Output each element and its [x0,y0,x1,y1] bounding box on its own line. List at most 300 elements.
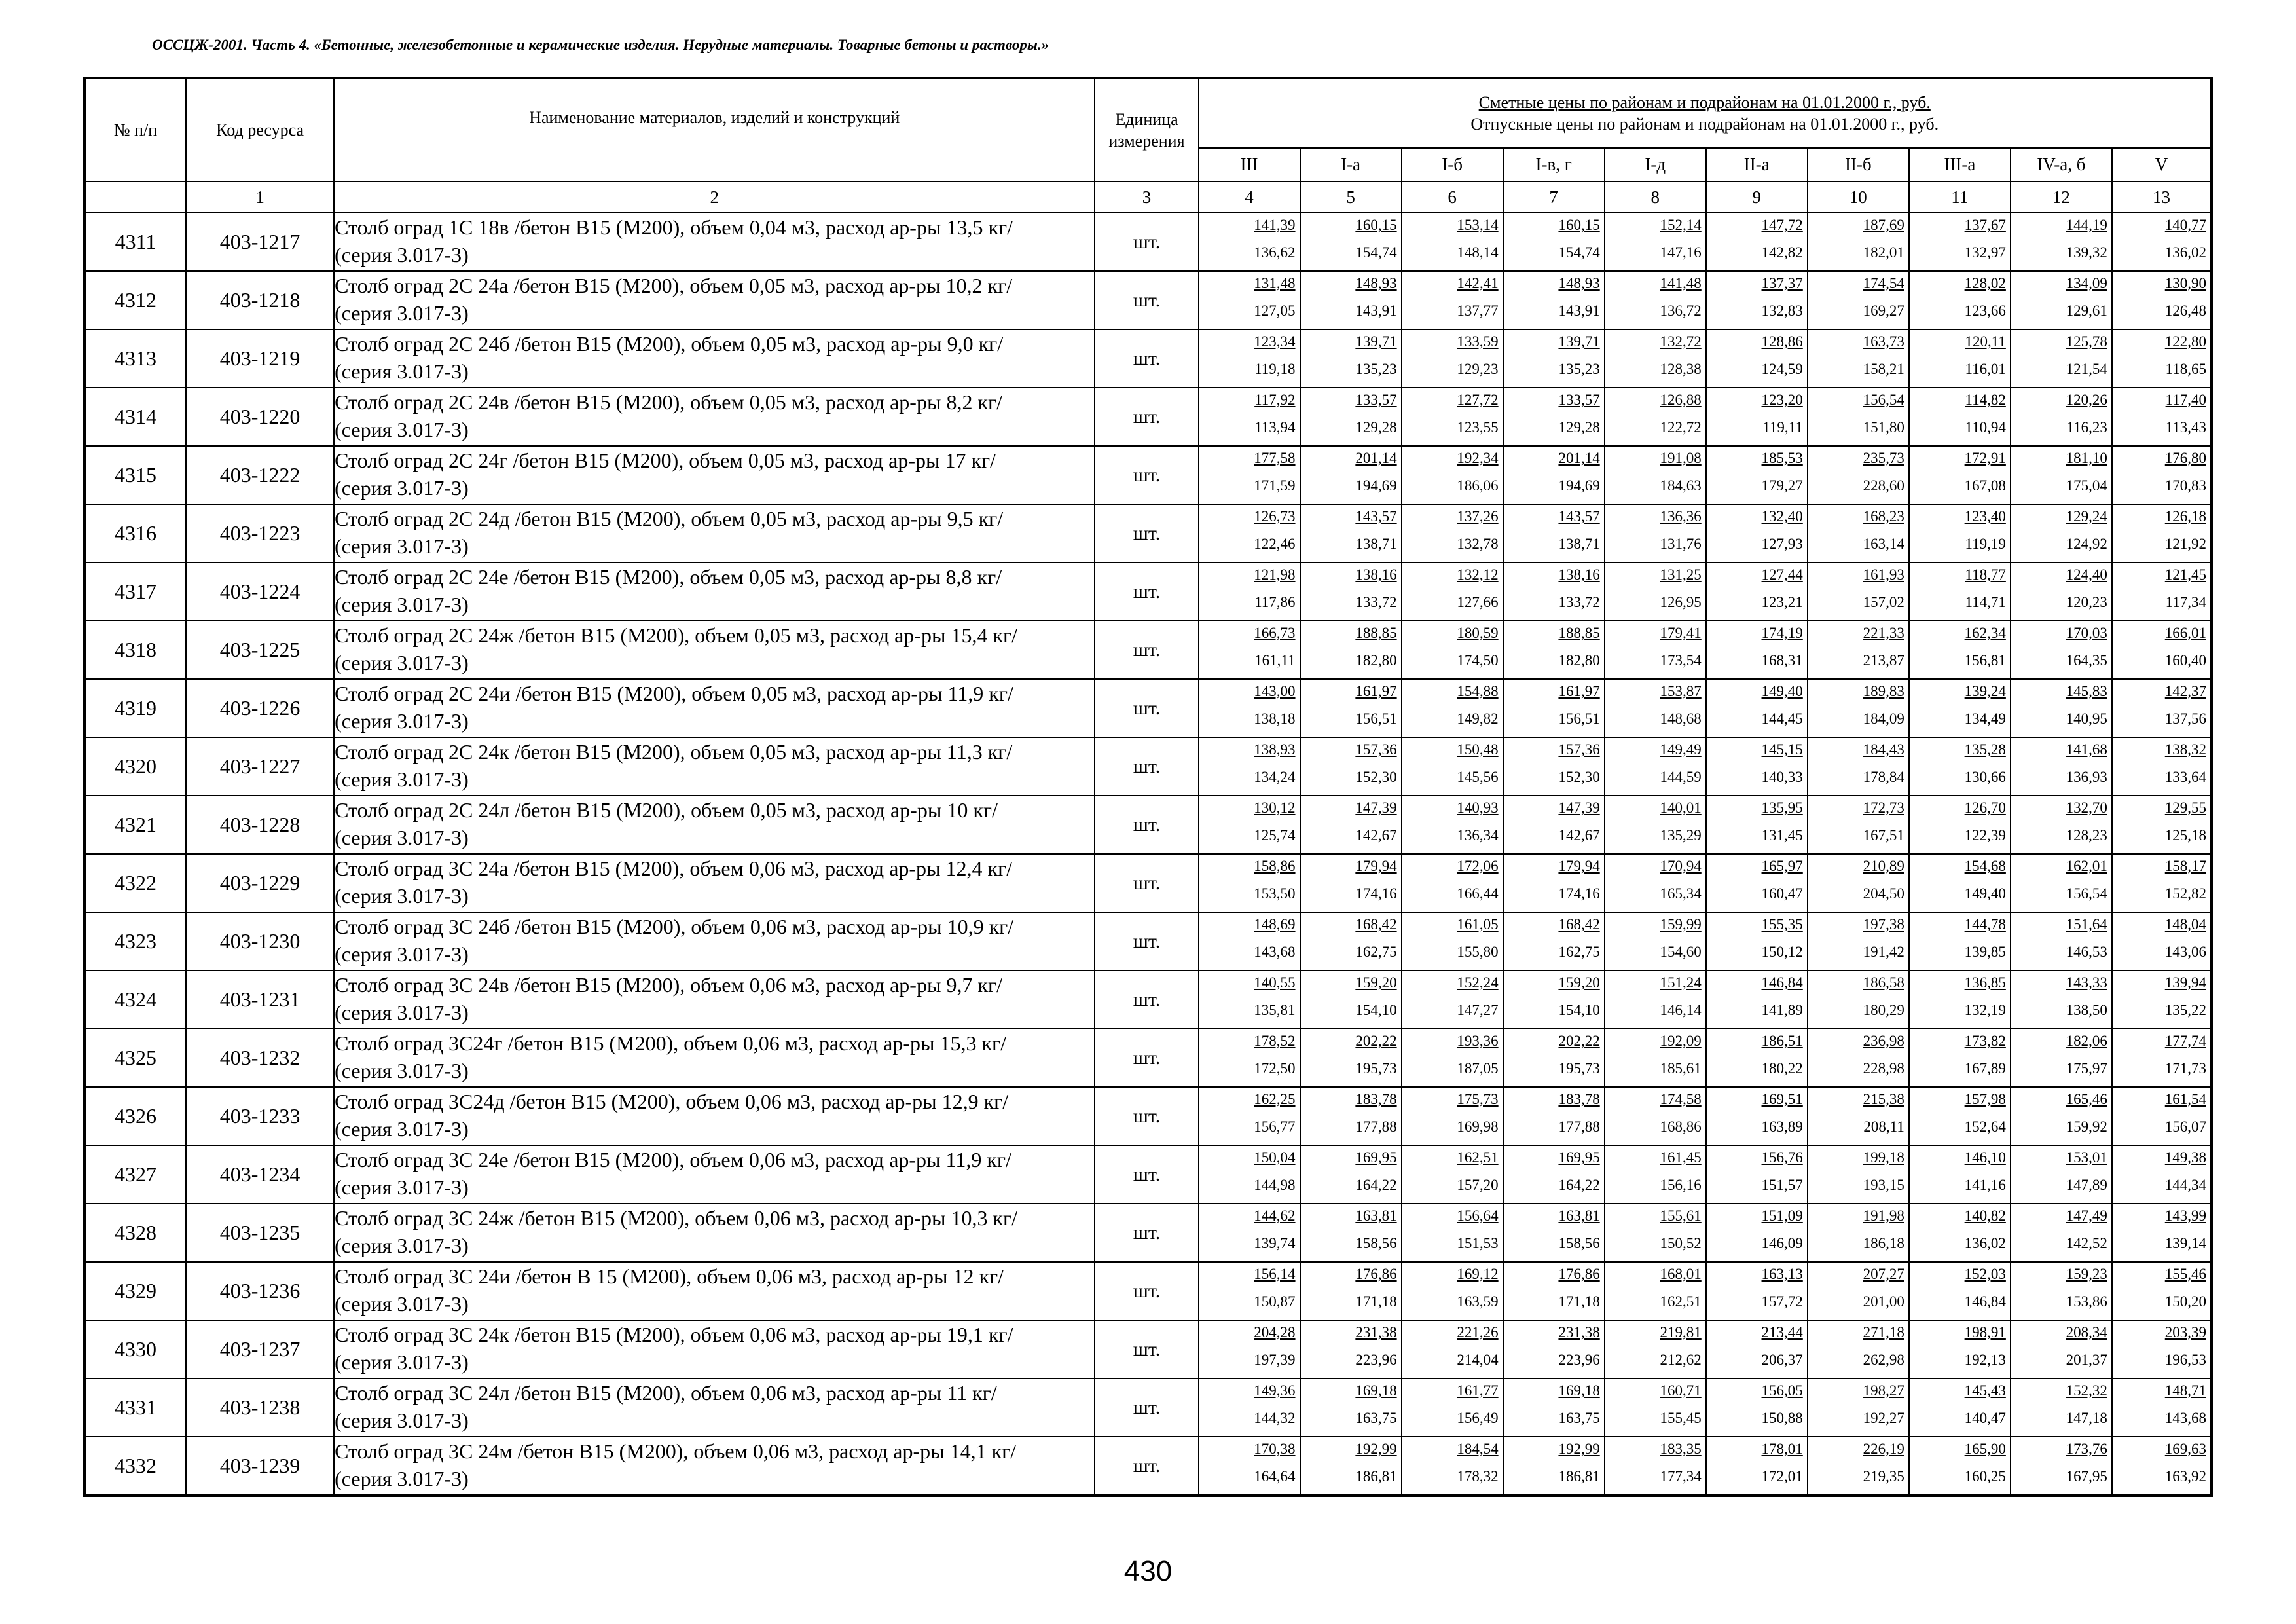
price-cell [2112,1262,2212,1320]
item-name-line: Столб оград 3С 24м /бетон В15 (М200), объем 0,06 м3, расход ар-ры 14,1 кг/ [335,1439,1017,1463]
estimated-price: 140,82 [1964,1208,2006,1224]
estimated-price: 182,06 [2066,1033,2107,1049]
price-cell [1199,912,1300,970]
release-price: 201,00 [1863,1293,1904,1310]
estimated-price: 189,83 [1863,683,1904,699]
price-cell [1199,1320,1300,1378]
release-price: 158,56 [1558,1235,1600,1251]
price-cell [1706,329,1808,388]
estimated-price: 158,86 [1254,858,1296,874]
release-price: 139,14 [2164,1235,2206,1251]
item-series-line: (серия 3.017-3) [335,1059,469,1082]
price-cell [1503,1029,1605,1087]
estimated-price: 197,38 [1863,916,1904,932]
price-cell [1503,737,1605,796]
price-cell [1199,271,1300,329]
price-cell [1605,213,1706,271]
estimated-price: 153,87 [1660,683,1702,699]
unit-of-measure: шт. [1095,504,1198,563]
item-name [334,1378,1095,1437]
release-price: 182,80 [1355,652,1397,669]
release-price: 156,51 [1558,710,1600,727]
price-cell [2011,271,2112,329]
release-price: 180,22 [1761,1060,1803,1077]
estimated-price: 126,70 [1964,800,2006,816]
estimated-price: 145,43 [1964,1382,2006,1399]
estimated-price: 151,24 [1660,974,1702,991]
price-cell [1706,213,1808,271]
price-cell [2011,1029,2112,1087]
estimated-price: 180,59 [1457,625,1499,641]
estimated-price: 135,95 [1761,800,1803,816]
estimated-price: 166,73 [1254,625,1296,641]
release-price: 122,39 [1964,827,2006,843]
unit-of-measure: шт. [1095,446,1198,504]
estimated-price: 143,57 [1355,508,1397,525]
estimated-price: 162,51 [1457,1149,1499,1166]
estimated-price: 132,72 [1660,333,1702,350]
release-price: 162,51 [1660,1293,1702,1310]
region-header: II-б [1808,148,1909,181]
price-cell [1402,1378,1503,1437]
price-cell [1300,329,1402,388]
resource-code: 403-1236 [186,1262,334,1320]
price-cell [1605,1145,1706,1204]
item-name-line: Столб оград 2С 24е /бетон В15 (М200), объем 0,05 м3, расход ар-ры 8,8 кг/ [335,565,1002,589]
price-cell [1909,737,2011,796]
estimated-price: 168,42 [1355,916,1397,932]
price-cell [2011,563,2112,621]
release-price: 171,59 [1254,477,1296,494]
price-cell [1503,271,1605,329]
resource-code: 403-1230 [186,912,334,970]
release-price: 160,40 [2164,652,2206,669]
estimated-price: 183,35 [1660,1441,1702,1457]
item-name [334,1029,1095,1087]
estimated-price: 176,86 [1355,1266,1397,1282]
release-price: 171,18 [1558,1293,1600,1310]
estimated-price: 173,82 [1964,1033,2006,1049]
price-cell [2011,1378,2112,1437]
table-row [84,329,2212,388]
price-cell [1503,388,1605,446]
release-price: 163,75 [1355,1410,1397,1426]
release-price: 135,23 [1355,361,1397,377]
release-price: 156,54 [2066,885,2107,902]
estimated-price: 181,10 [2066,450,2107,466]
price-cell [1199,796,1300,854]
release-price: 152,30 [1558,769,1600,785]
release-price: 168,31 [1761,652,1803,669]
release-price: 182,01 [1863,244,1904,261]
price-cell [2112,1029,2212,1087]
release-price: 154,60 [1660,944,1702,960]
price-cell [1199,1437,1300,1496]
item-series-line: (серия 3.017-3) [335,1001,469,1024]
release-price: 212,62 [1660,1352,1702,1368]
column-number: 5 [1300,181,1402,213]
release-price: 130,66 [1964,769,2006,785]
release-price: 123,66 [1964,303,2006,319]
unit-of-measure: шт. [1095,796,1198,854]
release-price: 144,59 [1660,769,1702,785]
price-cell [1503,970,1605,1029]
estimated-price: 155,46 [2164,1266,2206,1282]
item-name [334,271,1095,329]
price-cell [1808,1437,1909,1496]
price-cell [1706,446,1808,504]
item-name-line: Столб оград 3С 24а /бетон В15 (М200), объем 0,06 м3, расход ар-ры 12,4 кг/ [335,857,1013,880]
column-number-row [84,181,2212,213]
price-cell [1300,1029,1402,1087]
release-price: 196,53 [2164,1352,2206,1368]
table-body [84,213,2212,1496]
estimated-price: 215,38 [1863,1091,1904,1107]
price-cell [1199,1145,1300,1204]
estimated-price: 151,09 [1761,1208,1803,1224]
price-cell [1402,1262,1503,1320]
release-price: 150,87 [1254,1293,1296,1310]
column-number: 12 [2011,181,2112,213]
release-price: 119,18 [1254,361,1296,377]
release-price: 223,96 [1558,1352,1600,1368]
item-name-line: Столб оград 2С 24в /бетон В15 (М200), объем 0,05 м3, расход ар-ры 8,2 кг/ [335,390,1003,414]
price-cell [2011,329,2112,388]
release-price: 124,59 [1761,361,1803,377]
estimated-price: 165,97 [1761,858,1803,874]
price-cell [1909,563,2011,621]
item-name [334,329,1095,388]
estimated-price: 173,76 [2066,1441,2107,1457]
unit-of-measure: шт. [1095,679,1198,737]
price-cell [1605,1204,1706,1262]
release-price: 134,49 [1964,710,2006,727]
item-name [334,970,1095,1029]
price-cell [1808,970,1909,1029]
table-row [84,970,2212,1029]
region-header: III-а [1909,148,2011,181]
price-cell [2112,796,2212,854]
price-cell [1300,1145,1402,1204]
estimated-price: 169,12 [1457,1266,1499,1282]
release-price: 118,65 [2165,361,2206,377]
release-price: 156,16 [1660,1177,1702,1193]
table-row [84,1087,2212,1145]
price-cell [1199,679,1300,737]
price-cell [1199,329,1300,388]
price-cell [1808,1320,1909,1378]
region-header: II-а [1706,148,1808,181]
estimated-price: 175,73 [1457,1091,1499,1107]
release-price: 147,89 [2066,1177,2107,1193]
release-price: 113,94 [1254,419,1296,435]
estimated-price: 165,90 [1964,1441,2006,1457]
price-cell [2112,446,2212,504]
estimated-price: 159,99 [1660,916,1702,932]
release-price: 136,62 [1254,244,1296,261]
estimated-price: 176,80 [2164,450,2206,466]
item-series-line: (серия 3.017-3) [335,476,469,500]
price-cell [1402,1437,1503,1496]
item-name-line: Столб оград 2С 24б /бетон В15 (М200), объем 0,05 м3, расход ар-ры 9,0 кг/ [335,332,1004,356]
estimated-price: 156,05 [1761,1382,1803,1399]
release-price: 140,33 [1761,769,1803,785]
price-cell [2112,563,2212,621]
price-cell [1402,271,1503,329]
release-price: 228,98 [1863,1060,1904,1077]
release-price: 151,80 [1863,419,1904,435]
price-cell [1199,563,1300,621]
release-price: 152,82 [2164,885,2206,902]
estimated-price: 144,62 [1254,1208,1296,1224]
release-price: 121,54 [2066,361,2107,377]
price-cell [1402,1145,1503,1204]
item-name-line: Столб оград 2С 24и /бетон В15 (М200), объем 0,05 м3, расход ар-ры 11,9 кг/ [335,682,1013,705]
price-cell [1909,1262,2011,1320]
estimated-price: 179,94 [1355,858,1397,874]
price-cell [2112,1087,2212,1145]
estimated-price: 132,40 [1761,508,1803,525]
release-price: 175,97 [2066,1060,2107,1077]
item-name-line: Столб оград 2С 24ж /бетон В15 (М200), объем 0,05 м3, расход ар-ры 15,4 кг/ [335,623,1018,647]
resource-code: 403-1223 [186,504,334,563]
price-cell [1503,621,1605,679]
price-cell [1402,329,1503,388]
estimated-price: 153,01 [2066,1149,2107,1166]
price-cell [1402,1320,1503,1378]
release-price: 157,02 [1863,594,1904,610]
release-price: 204,50 [1863,885,1904,902]
row-number: 4312 [84,271,186,329]
release-price: 158,21 [1863,361,1904,377]
price-cell [1199,504,1300,563]
release-price: 153,86 [2066,1293,2107,1310]
release-price: 152,64 [1964,1118,2006,1135]
item-series-line: (серия 3.017-3) [335,593,469,616]
price-cell [1300,854,1402,912]
release-price: 129,61 [2066,303,2107,319]
price-cell [1199,1204,1300,1262]
release-price: 163,59 [1457,1293,1499,1310]
estimated-price: 159,23 [2066,1266,2107,1282]
release-price: 192,27 [1863,1410,1904,1426]
price-cell [1605,1087,1706,1145]
price-cell [1808,737,1909,796]
estimated-price: 187,69 [1863,217,1904,233]
price-cell [1706,388,1808,446]
price-cell [1300,271,1402,329]
price-cell [2112,1437,2212,1496]
price-cell [1300,388,1402,446]
price-cell [1199,1378,1300,1437]
release-price: 174,16 [1558,885,1600,902]
table-row [84,1029,2212,1087]
release-price: 194,69 [1558,477,1600,494]
release-price: 155,80 [1457,944,1499,960]
release-price: 124,92 [2066,536,2107,552]
release-price: 147,16 [1660,244,1702,261]
release-price: 136,02 [1964,1235,2006,1251]
price-cell [1503,504,1605,563]
price-cell [1199,1029,1300,1087]
row-number: 4325 [84,1029,186,1087]
release-price: 131,45 [1761,827,1803,843]
column-number: 1 [186,181,334,213]
price-cell [1706,1320,1808,1378]
column-number: 2 [334,181,1095,213]
estimated-price: 140,55 [1254,974,1296,991]
price-cell [1706,737,1808,796]
price-cell [1199,1087,1300,1145]
price-cell [2011,388,2112,446]
release-price: 122,46 [1254,536,1296,552]
estimated-price: 202,22 [1355,1033,1397,1049]
release-price: 164,35 [2066,652,2107,669]
estimated-price: 161,97 [1355,683,1397,699]
release-price: 153,50 [1254,885,1296,902]
price-cell [2011,504,2112,563]
table-row [84,1145,2212,1204]
price-cell [1605,796,1706,854]
release-price: 142,52 [2066,1235,2107,1251]
release-price: 177,88 [1355,1118,1397,1135]
table-row [84,213,2212,271]
estimated-price: 174,54 [1863,275,1904,291]
estimated-price: 148,04 [2164,916,2206,932]
estimated-price: 161,93 [1863,566,1904,583]
estimated-price: 126,73 [1254,508,1296,525]
item-series-line: (серия 3.017-3) [335,360,469,383]
item-series-line: (серия 3.017-3) [335,826,469,849]
price-cell [1300,213,1402,271]
estimated-price: 131,25 [1660,566,1702,583]
price-cell [2112,737,2212,796]
item-name-line: Столб оград 1С 18в /бетон В15 (М200), объем 0,04 м3, расход ар-ры 13,5 кг/ [335,215,1013,239]
table-row [84,912,2212,970]
price-cell [2112,1145,2212,1204]
estimated-price: 160,15 [1355,217,1397,233]
price-cell [1808,679,1909,737]
release-price: 195,73 [1558,1060,1600,1077]
estimated-price: 120,11 [1965,333,2006,350]
price-cell [1909,329,2011,388]
estimated-price: 152,24 [1457,974,1499,991]
price-cell [2112,1320,2212,1378]
estimated-price: 132,70 [2066,800,2107,816]
price-cell [1706,1262,1808,1320]
estimated-price: 151,64 [2066,916,2107,932]
item-name-line: Столб оград 3С 24ж /бетон В15 (М200), объем 0,06 м3, расход ар-ры 10,3 кг/ [335,1206,1018,1230]
release-price: 147,18 [2066,1410,2107,1426]
estimated-price: 149,38 [2164,1149,2206,1166]
estimated-price: 192,34 [1457,450,1499,466]
unit-of-measure: шт. [1095,912,1198,970]
release-price: 142,82 [1761,244,1803,261]
estimated-price: 159,20 [1558,974,1600,991]
item-name [334,737,1095,796]
release-price: 139,32 [2066,244,2107,261]
price-cell [2011,621,2112,679]
estimated-price: 157,36 [1558,741,1600,758]
estimated-price: 140,01 [1660,800,1702,816]
release-price: 206,37 [1761,1352,1803,1368]
estimated-price: 179,94 [1558,858,1600,874]
release-price: 144,45 [1761,710,1803,727]
release-price: 149,82 [1457,710,1499,727]
release-price: 178,32 [1457,1468,1499,1485]
price-cell [1605,446,1706,504]
estimated-price: 150,04 [1254,1149,1296,1166]
item-name [334,854,1095,912]
release-price: 157,20 [1457,1177,1499,1193]
estimated-price: 155,61 [1660,1208,1702,1224]
item-name [334,1262,1095,1320]
estimated-price: 156,54 [1863,392,1904,408]
resource-code: 403-1231 [186,970,334,1029]
price-cell [1503,446,1605,504]
resource-code: 403-1222 [186,446,334,504]
price-cell [1402,1204,1503,1262]
estimated-price: 137,67 [1964,217,2006,233]
release-price: 133,64 [2164,769,2206,785]
resource-code: 403-1234 [186,1145,334,1204]
estimated-price: 137,37 [1761,275,1803,291]
release-price: 208,11 [1863,1118,1904,1135]
estimated-price: 156,64 [1457,1208,1499,1224]
price-cell [1402,854,1503,912]
release-price: 150,88 [1761,1410,1803,1426]
estimated-price: 132,12 [1457,566,1499,583]
estimated-price: 141,39 [1254,217,1296,233]
price-cell [1808,1087,1909,1145]
estimated-price: 170,94 [1660,858,1702,874]
item-name-line: Столб оград 3С 24и /бетон В 15 (М200), объем 0,06 м3, расход ар-ры 12 кг/ [335,1264,1004,1288]
estimated-price: 162,01 [2066,858,2107,874]
header-estimated-prices: Сметные цены по районам и подрайонам на 01.01.2000 г., руб. [1478,93,1931,112]
estimated-price: 231,38 [1355,1324,1397,1340]
release-price: 135,81 [1254,1002,1296,1018]
price-cell [2011,970,2112,1029]
unit-of-measure: шт. [1095,1204,1198,1262]
estimated-price: 184,43 [1863,741,1904,758]
release-price: 144,32 [1254,1410,1296,1426]
release-price: 151,53 [1457,1235,1499,1251]
release-price: 162,75 [1355,944,1397,960]
estimated-price: 188,85 [1558,625,1600,641]
estimated-price: 156,14 [1254,1266,1296,1282]
price-cell [2011,1145,2112,1204]
release-price: 156,51 [1355,710,1397,727]
release-price: 164,64 [1254,1468,1296,1485]
unit-of-measure: шт. [1095,970,1198,1029]
release-price: 135,22 [2164,1002,2206,1018]
estimated-price: 149,49 [1660,741,1702,758]
estimated-price: 129,24 [2066,508,2107,525]
resource-code: 403-1226 [186,679,334,737]
estimated-price: 139,71 [1355,333,1397,350]
release-price: 143,68 [1254,944,1296,960]
item-series-line: (серия 3.017-3) [335,709,469,733]
release-price: 167,51 [1863,827,1904,843]
release-price: 262,98 [1863,1352,1904,1368]
header-num: № п/п [84,78,186,181]
estimated-price: 221,26 [1457,1324,1499,1340]
resource-code: 403-1229 [186,854,334,912]
price-cell [1503,1437,1605,1496]
price-cell [1605,271,1706,329]
estimated-price: 142,37 [2164,683,2206,699]
price-cell [2112,970,2212,1029]
